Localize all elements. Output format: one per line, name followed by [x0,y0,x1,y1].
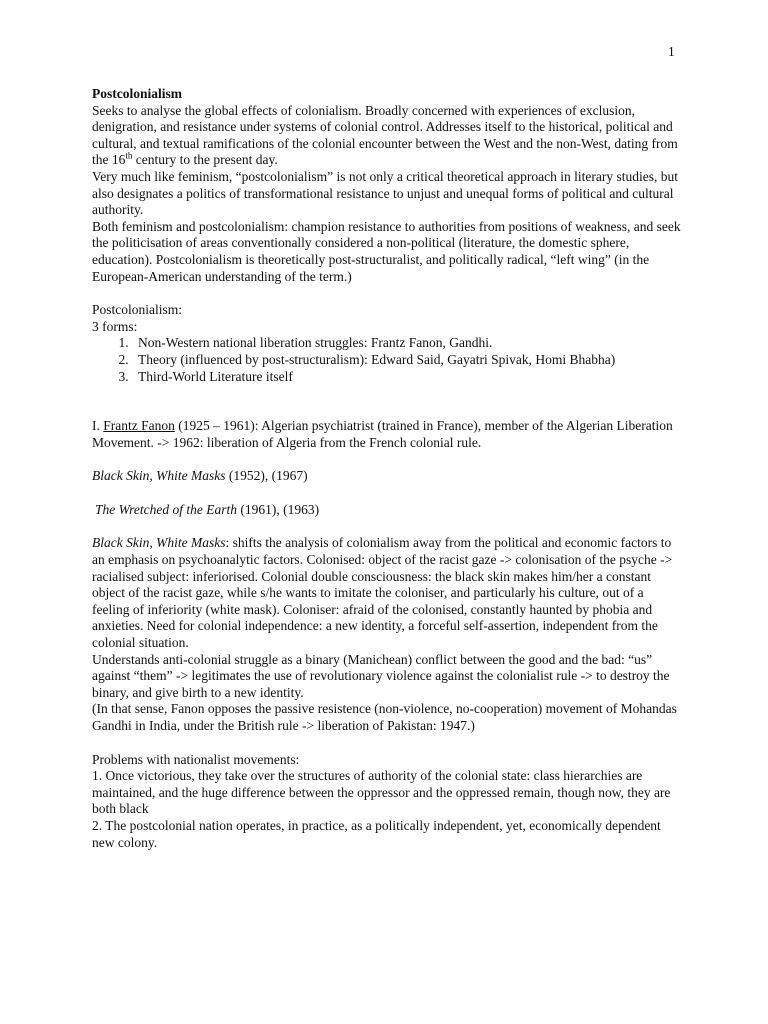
forms-count: 3 forms: [92,318,138,334]
analysis-book-title: Black Skin, White Masks [92,535,226,551]
book-1 [92,468,682,485]
intro-superscript: th [125,150,133,161]
struggle-paragraph: Understands anti-colonial struggle as a binary (Manichean) conflict between the good and the bad: “us” against “them” -> legitimates the use of revolutionary violence against the colonialist rule -> to destroy the binary, and give birth to a new identity. [92,651,670,700]
book-2 [92,502,682,519]
spacer [92,385,682,418]
forms-heading: Postcolonialism: [92,302,183,318]
intro-text-b: century to the present day. [132,152,278,168]
forms-list-item: 1. Non-Western national liberation struggles: Frantz Fanon, Gandhi. [132,335,682,352]
forms-list [92,335,682,385]
spacer [92,518,682,535]
spacer [92,485,682,502]
analysis-text: : shifts the analysis of colonialism away from the political and economic factors to an emphasis on psychoanalytic factors. Colonised: object of the racist gaze -> colonisation of the psyche -> racialised subject: inferiorised. Colonial double consciousness: the black skin makes him/her a constant object of the racist gaze, while s/he wants to imitate the coloniser, and particularly his culture, out of a feeling of inferiority (white mask). Coloniser: afraid of the colonised, constantly haunted by phobia and anxieties. Need for colonial independence: a new identity, a forceful self-assertion, independent from the colonial situation. [92,535,673,651]
book-1-title: Black Skin, White Masks [92,468,226,484]
gandhi-paragraph: (In that sense, Fanon opposes the passive resistence (non-violence, no-cooperation) movement of Mohandas Gandhi in India, under the British rule -> liberation of Pakistan: 1947.) [92,701,677,733]
fanon-name: Frantz Fanon [103,418,175,434]
document-title: Postcolonialism [92,86,182,101]
book-1-years: (1952), (1967) [225,468,308,484]
intro-paragraph-1 [92,103,682,169]
spacer [92,735,682,752]
document-body [92,86,682,851]
analysis-paragraph [92,535,682,651]
page-number: 1 [668,44,675,59]
book-2-years: (1961), (1963) [236,501,320,517]
problems-heading: Problems with nationalist movements: [92,751,300,767]
spacer [92,285,682,302]
intro-paragraph-2: Very much like feminism, “postcolonialism” is not only a critical theoretical approach in literary studies, but also designates a politics of transformational resistance to unjust and unequal forms of political and cultural authority. [92,168,678,218]
forms-list-item: 2. Theory (influenced by post-structuralism): Edward Said, Gayatri Spivak, Homi Bhabha) [132,352,682,369]
intro-paragraph-3: Both feminism and postcolonialism: champion resistance to authorities from positions of weakness, and seek the politicisation of areas conventionally considered a non-political (literature, the domestic sphere, education). Postcolonialism is theoretically post-structuralist, and politically radical, “left wing” (in the European-American understanding of the term.) [92,218,681,284]
fanon-description: (1925 – 1961): Algerian psychiatrist (trained in France), member of the Algerian Liberation Movement. -> 1962: liberation of Algeria from the French colonial rule. [92,418,673,450]
problem-2: 2. The postcolonial nation operates, in practice, as a politically independent, yet, economically dependent new colony. [92,817,661,850]
problem-1: 1. Once victorious, they take over the structures of authority of the colonial state: class hierarchies are maintained, and the huge difference between the oppressor and the oppressed remain, though now, they are both black [92,768,671,817]
forms-list-item: 3. Third-World Literature itself [132,369,682,386]
intro-text-a: Seeks to analyse the global effects of colonialism. Broadly concerned with experiences of exclusion, denigration, and resistance under systems of colonial control. Addresses itself to the historical, political and cultural, and textual ramifications of the colonial encounter between the West and the non-West, dating from the 16 [92,102,678,168]
spacer [92,451,682,468]
fanon-paragraph [92,418,682,451]
book-2-title: The Wretched of the Earth [95,501,237,517]
fanon-numeral: I. [92,418,104,434]
